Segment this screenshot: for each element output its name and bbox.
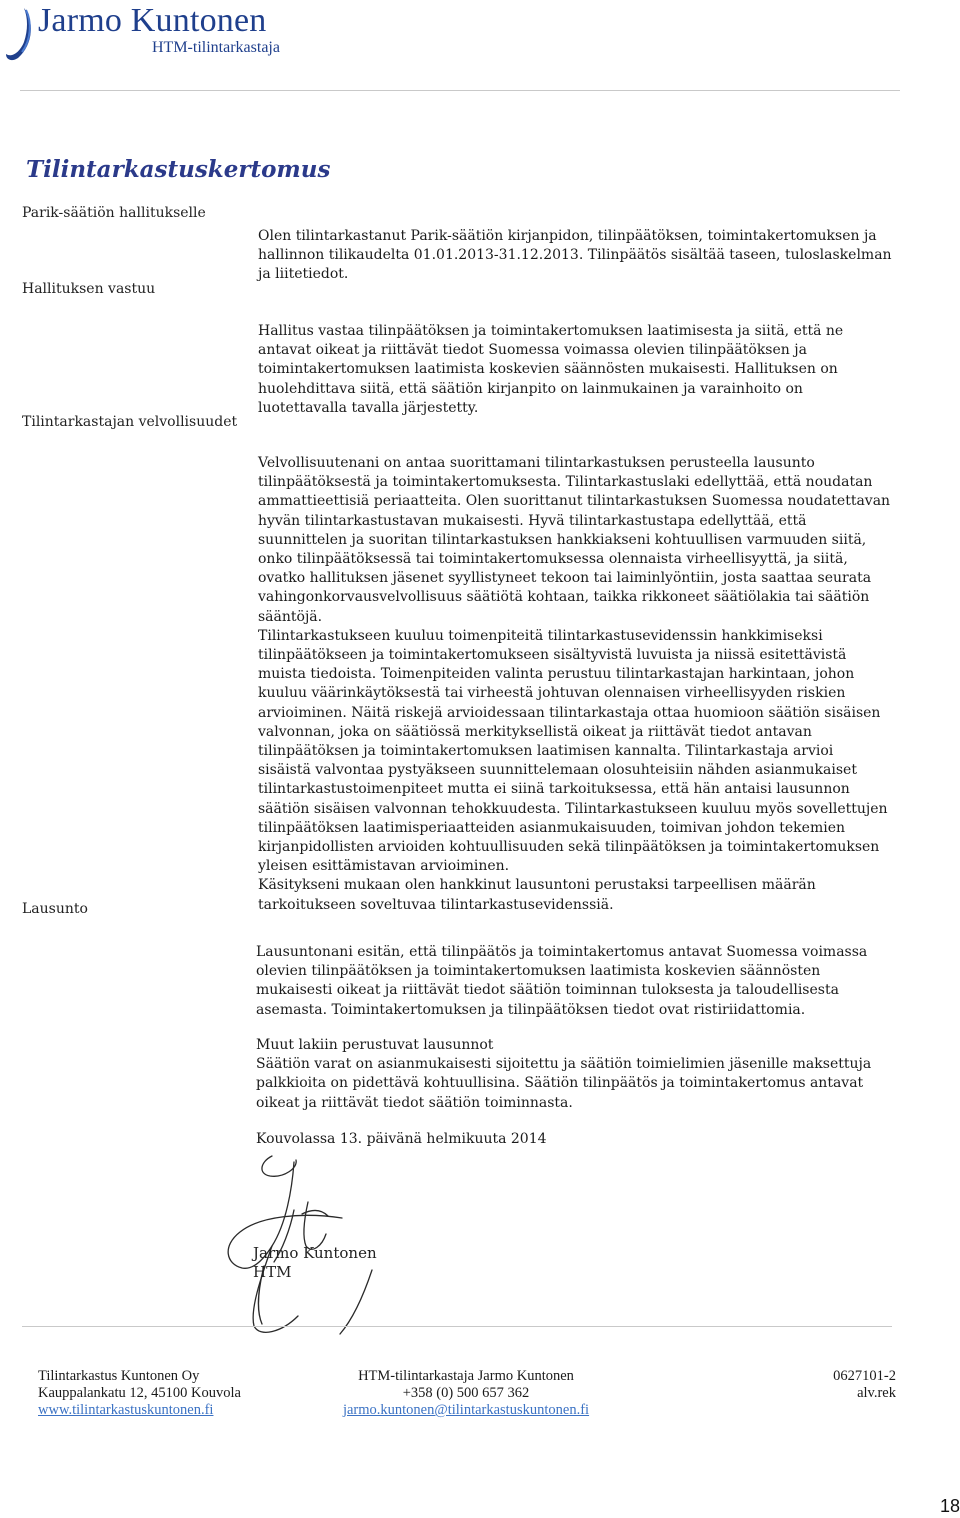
text-line: huolehdittava siitä, että säätiön kirjanpito on lainmukainen ja varainhoito on (258, 380, 803, 397)
text-line: luotettavalla tavalla järjestetty. (258, 399, 479, 416)
text-line: toimintakertomuksen laatimista koskevien säännösten mukaisesti. Hallituksen on (258, 361, 838, 378)
text-line: Olen tilintarkastanut Parik-säätiön kirjanpidon, tilinpäätöksen, toimintakertomuksen ja (258, 228, 877, 244)
footer-company-block (38, 1368, 241, 1419)
other-statements-heading: Muut lakiin perustuvat lausunnot (256, 1037, 494, 1053)
text-line: antavat oikeat ja riittävät tiedot Suomessa voimassa olevien tilinpäätöksen ja (258, 342, 807, 359)
text-line: suunnittelen ja suoritan tilintarkastuksen hankkiakseni kohtuullisen varmuuden siitä, (258, 531, 867, 548)
statement-label: Lausunto (22, 901, 88, 917)
text-line: Velvollisuutenani on antaa suorittamani tilintarkastuksen perusteella lausunto (258, 455, 815, 471)
signatory-block (253, 1244, 377, 1282)
auditor-duties-label: Tilintarkastajan velvollisuudet (22, 414, 238, 430)
footer-divider (22, 1326, 892, 1327)
text-line: tarkoitukseen soveltuvaa tilintarkastusevidenssiä. (258, 896, 614, 913)
header-divider (20, 90, 900, 91)
footer-email-link[interactable]: jarmo.kuntonen@tilintarkastuskuntonen.fi (342, 1402, 590, 1418)
text-line: oikeat ja riittävät tiedot säätiön toiminnasta. (256, 1094, 573, 1111)
text-line: tilinpäätöksen ja toimintakertomuksen laatimisen kannalta. Tilintarkastaja arvioi (258, 743, 834, 760)
text-line: valvonnan, joka on säätiössä merkityksellistä oikeat ja riittävät tiedot antavan (258, 723, 812, 740)
footer-phone: +358 (0) 500 657 362 (402, 1385, 530, 1401)
text-line: ammattieettisiä periaatteita. Olen suorittanut tilintarkastuksen Suomessa noudatettavan (258, 493, 891, 510)
board-responsibility-label: Hallituksen vastuu (22, 281, 156, 297)
footer-business-id: 0627101-2 (833, 1368, 896, 1384)
text-line: onko tilinpäätöksessä tai toimintakertomuksessa olennaista virheellisyyttä, ja siitä, (258, 551, 848, 568)
signatory-name: Jarmo Kuntonen (253, 1244, 377, 1262)
text-line: asemasta. Toimintakertomuksen ja tilinpäätöksen tiedot ovat ristiriidattomia. (256, 1001, 806, 1018)
text-line: kirjanpidollisten arvioiden kohtuullisuuden sekä tilinpäätöksen ja toimintakertomuksen (258, 839, 880, 856)
logo-swoosh-icon (4, 4, 38, 64)
brand-subtitle: HTM-tilintarkastaja (152, 39, 280, 56)
statement-paragraph (256, 943, 908, 1020)
text-line: Tilintarkastukseen kuuluu toimenpiteitä tilintarkastusevidenssin hankkimiseksi (258, 627, 823, 644)
place-date: Kouvolassa 13. päivänä helmikuuta 2014 (256, 1131, 547, 1147)
text-line: mukaisesti oikeat ja riittävät tiedot säätiön toiminnan tuloksesta ja taloudellisesta (256, 982, 839, 999)
text-line: tilinpäätöksen laatimisperiaatteiden asianmukaisuuden, toimivan johdon tekemien (258, 819, 845, 836)
text-line: sisäistä valvontaa pystyäkseen suunnittelemaan olosuhteisiin nähden asianmukaiset (258, 762, 857, 779)
footer-auditor: HTM-tilintarkastaja Jarmo Kuntonen (358, 1368, 574, 1384)
other-statements-paragraph (256, 1036, 908, 1113)
footer-company: Tilintarkastus Kuntonen Oy (38, 1368, 200, 1384)
text-line: kuuluu väärinkäytöksestä tai virheestä johtuvan olennaisen virheellisyyden riskien (258, 685, 846, 702)
recipient-label: Parik-säätiön hallitukselle (22, 205, 206, 221)
intro-paragraph (258, 227, 910, 285)
text-line: hyvän tilintarkastustavan mukaisesti. Hyvä tilintarkastustapa edellyttää, että (258, 512, 807, 529)
auditor-duties-paragraph (258, 454, 910, 915)
text-line: vahingonkorvausvelvollisuus säätiötä kohtaan, taikka rikkoneet säätiölakia tai säätiön (258, 589, 870, 606)
text-line: Säätiön varat on asianmukaisesti sijoitettu ja säätiön toimielimien jäsenille maksettuja (256, 1056, 872, 1073)
document-title: Tilintarkastuskertomus (26, 156, 331, 183)
text-line: Käsitykseni mukaan olen hankkinut lausuntoni perustaksi tarpeellisen määrän (258, 877, 816, 894)
text-line: tilintarkastustoimenpiteet mutta ei siinä tarkoituksessa, että hän antaisi lausunnon (258, 781, 850, 798)
text-line: Lausuntonani esitän, että tilinpäätös ja toimintakertomus antavat Suomessa voimassa (256, 944, 868, 960)
text-line: ja liitetiedot. (258, 266, 349, 283)
footer-vat: alv.rek (857, 1385, 896, 1401)
board-responsibility-paragraph (258, 322, 910, 418)
footer-address: Kauppalankatu 12, 45100 Kouvola (38, 1385, 241, 1401)
text-line: hallinnon tilikaudelta 01.01.2013-31.12.2013. Tilinpäätös sisältää taseen, tuloslaskelman (258, 247, 892, 264)
text-line: tilinpäätökseen ja toimintakertomukseen sisältyvistä luvuista ja niissä esitettävistä (258, 647, 847, 664)
text-line: Hallitus vastaa tilinpäätöksen ja toimintakertomuksen laatimisesta ja siitä, että ne (258, 323, 844, 339)
text-line: sääntöjä. (258, 608, 323, 625)
footer-website-link[interactable]: www.tilintarkastuskuntonen.fi (38, 1402, 214, 1418)
text-line: muista tiedoista. Toimenpiteiden valinta perustuu tilintarkastajan harkintaan, johon (258, 666, 855, 683)
text-line: olevien tilinpäätöksen ja toimintakertomuksen laatimista koskevien säännösten (256, 963, 821, 980)
text-line: ovatko hallituksen jäsenet syyllistyneet tekoon tai laiminlyöntiin, josta saattaa seurata (258, 570, 872, 587)
text-line: yleisen esittämistavan arvioiminen. (258, 858, 510, 875)
text-line: tilinpäätöksestä ja toimintakertomuksesta. Tilintarkastuslaki edellyttää, että noudatan (258, 474, 873, 491)
brand-name: Jarmo Kuntonen (38, 2, 267, 39)
footer-auditor-block (316, 1368, 616, 1419)
signatory-title: HTM (253, 1263, 292, 1281)
text-line: säätiön sisäisen valvonnan tehokkuudesta. Tilintarkastukseen kuuluu myös sovellettujen (258, 800, 888, 817)
page-number: 18 (939, 1496, 960, 1516)
text-line: arvioiminen. Näitä riskejä arvioidessaan tilintarkastaja ottaa huomioon säätiön sisäisen (258, 704, 881, 721)
footer-business-block (833, 1368, 896, 1402)
text-line: palkkioita on pidettävä kohtuullisina. Säätiön tilinpäätös ja toimintakertomus antavat (256, 1075, 864, 1092)
